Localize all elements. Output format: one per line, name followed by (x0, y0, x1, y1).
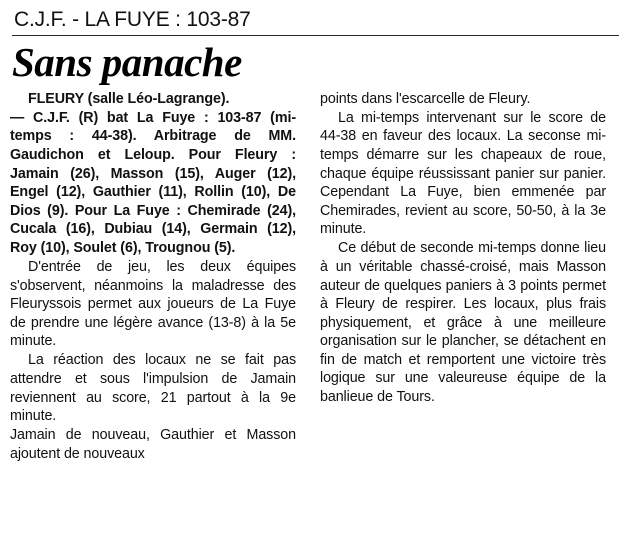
article-column-left (10, 90, 296, 464)
article-lead-line-2: — C.J.F. (R) bat La Fuye : 103-87 (mi-temps : 44-38). Arbitrage de MM. Gaudichon et Leloup. Pour Fleury : Jamain (26), Masson (15), Auger (12), Engel (12), Gauthier (11), Rollin (10), De Dios (9). Pour La Fuye : Chemirade (24), Cucala (16), Dubiau (14), Germain (12), Roy (10), Soulet (6), Trougnou (5). (10, 109, 296, 256)
article-column-right (320, 90, 606, 464)
article-paragraph: La réaction des locaux ne se fait pas attendre et sous l'impulsion de Jamain reviennent au score, 21 partout à la 9e minute. (10, 352, 296, 425)
article-paragraph: D'entrée de jeu, les deux équipes s'observent, néanmoins la maladresse des Fleuryssois permet aux joueurs de La Fuye de prendre une légère avance (13-8) à la 5e minute. (10, 259, 296, 350)
article-kicker: C.J.F. - LA FUYE : 103-87 (14, 8, 251, 31)
article-paragraph: Ce début de seconde mi-temps donne lieu à un véritable chassé-croisé, mais Masson auteur de quelques paniers à 3 points permet à Fleury de respirer. Les locaux, plus frais physiquement, et grâce à une meilleure organisation sur le plancher, se détachent en fin de match et remportent une victoire très logique sur une valeureuse équipe de la banlieue de Tours. (320, 240, 606, 406)
header-divider (12, 35, 619, 36)
article-body (10, 90, 621, 464)
article-paragraph: La mi-temps intervenant sur le score de 44-38 en faveur des locaux. La seconse mi-temps démarre sur les chapeaux de roue, chaque équipe réussissant panier sur panier. Cependant La Fuye, bien emmenée par Chemirades, revient au score, 50-50, à la 3e minute. (320, 109, 606, 238)
article-paragraph: Jamain de nouveau, Gauthier et Masson ajoutent de nouveaux (10, 427, 296, 462)
article-headline: Sans panache (12, 39, 242, 85)
article-paragraph: points dans l'escarcelle de Fleury. (320, 90, 531, 107)
article-lead-line-1: FLEURY (salle Léo-Lagrange). (28, 90, 230, 107)
